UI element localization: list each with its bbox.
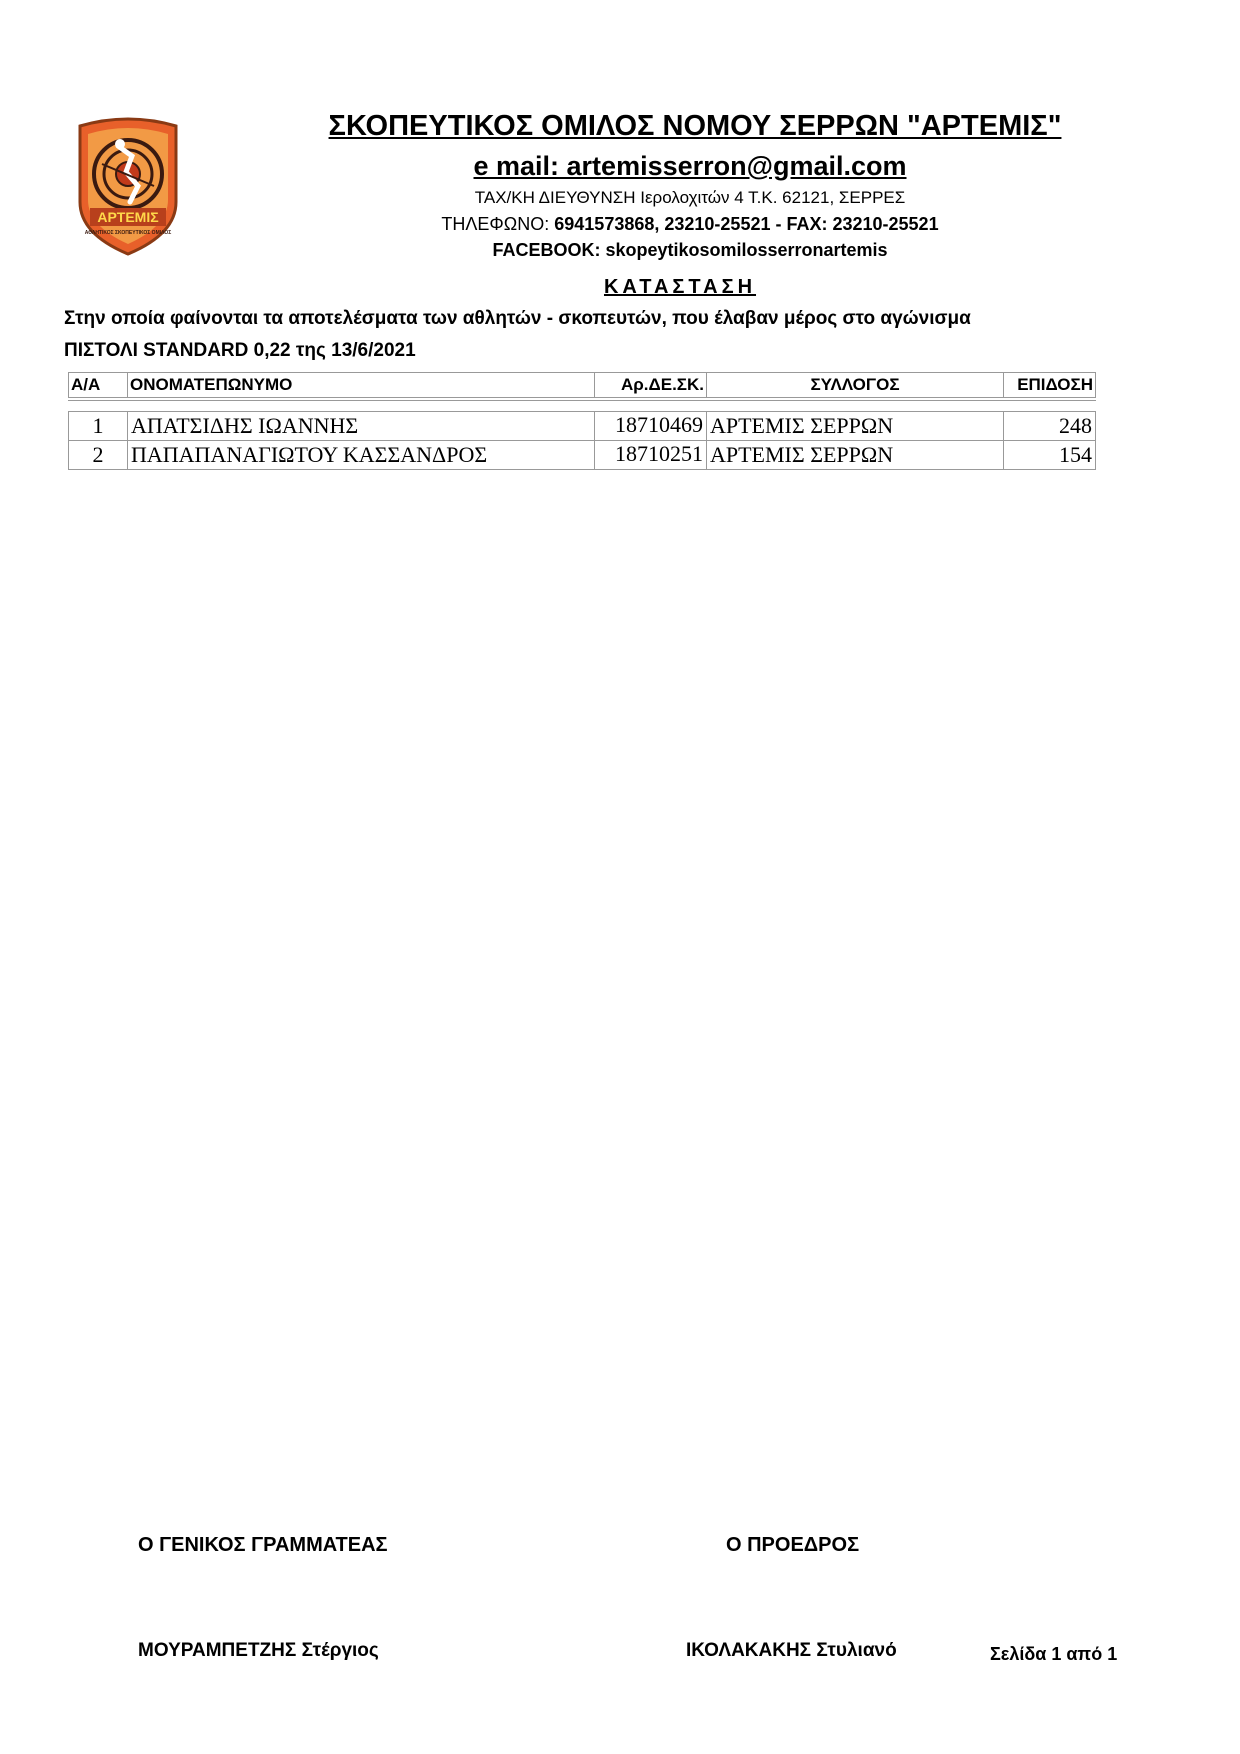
cell-club: ΑΡΤΕΜΙΣ ΣΕΡΡΩΝ	[707, 412, 1004, 441]
logo-text: ΑΡΤΕΜΙΣ	[97, 209, 159, 225]
phone-numbers: 6941573868, 23210-25521 - FAX: 23210-25521	[554, 214, 939, 234]
results-table	[68, 372, 1096, 470]
header-score: ΕΠΙΔΟΣΗ	[1004, 373, 1096, 400]
phone-line	[200, 210, 1120, 238]
president-name: ΙΚΟΛΑΚΑΚΗΣ Στυλιανό	[686, 1640, 897, 1661]
cell-score: 154	[1004, 441, 1096, 470]
cell-aa: 2	[69, 441, 128, 470]
header-aa: Α/Α	[69, 373, 128, 400]
organization-name: ΣΚΟΠΕΥΤΙΚΟΣ ΟΜΙΛΟΣ ΝΟΜΟΥ ΣΕΡΡΩΝ "ΑΡΤΕΜΙΣ"	[328, 110, 1062, 142]
header-club: ΣΥΛΛΟΓΟΣ	[707, 373, 1004, 400]
cell-id: 18710251	[595, 441, 707, 470]
table-header-row	[69, 373, 1096, 400]
secretary-label: Ο ΓΕΝΙΚΟΣ ΓΡΑΜΜΑΤΕΑΣ	[138, 1534, 388, 1556]
cell-score: 248	[1004, 412, 1096, 441]
cell-aa: 1	[69, 412, 128, 441]
email-line[interactable]: e mail: artemisserron@gmail.com	[473, 151, 907, 181]
page-number: Σελίδα 1 από 1	[990, 1644, 1118, 1664]
facebook-line: FACEBOOK: skopeytikosomilosserronartemis	[492, 240, 888, 260]
cell-name: ΠΑΠΑΠΑΝΑΓΙΩΤΟΥ ΚΑΣΣΑΝΔΡΟΣ	[128, 441, 595, 470]
document-title: ΚΑΤΑΣΤΑΣΗ	[603, 276, 757, 298]
table-row	[69, 412, 1096, 441]
president-label: Ο ΠΡΟΕΔΡΟΣ	[726, 1534, 860, 1556]
intro-text: Στην οποία φαίνονται τα αποτελέσματα των αθλητών - σκοπευτών, που έλαβαν μέρος στο αγώνισμα	[64, 308, 971, 329]
event-title: ΠΙΣΤΟΛΙ STANDARD 0,22 της 13/6/2021	[64, 340, 416, 361]
logo-subtext: ΑΘΛΗΤΙΚΟΣ ΣΚΟΠΕΥΤΙΚΟΣ ΟΜΙΛΟΣ	[84, 230, 172, 236]
club-logo	[72, 116, 184, 256]
secretary-name: ΜΟΥΡΑΜΠΕΤΖΗΣ Στέργιος	[138, 1640, 379, 1661]
cell-name: ΑΠΑΤΣΙΔΗΣ ΙΩΑΝΝΗΣ	[128, 412, 595, 441]
address-line: ΤΑΧ/ΚΗ ΔΙΕΥΘΥΝΣΗ Ιερολοχιτών 4 Τ.Κ. 62121, ΣΕΡΡΕΣ	[474, 188, 906, 207]
letterhead	[200, 108, 1120, 262]
table-row	[69, 441, 1096, 470]
header-id: Αρ.ΔΕ.ΣΚ.	[595, 373, 707, 400]
header-name: ΟΝΟΜΑΤΕΠΩΝΥΜΟ	[128, 373, 595, 400]
phone-label: ΤΗΛΕΦΩΝΟ:	[441, 214, 550, 234]
cell-id: 18710469	[595, 412, 707, 441]
cell-club: ΑΡΤΕΜΙΣ ΣΕΡΡΩΝ	[707, 441, 1004, 470]
